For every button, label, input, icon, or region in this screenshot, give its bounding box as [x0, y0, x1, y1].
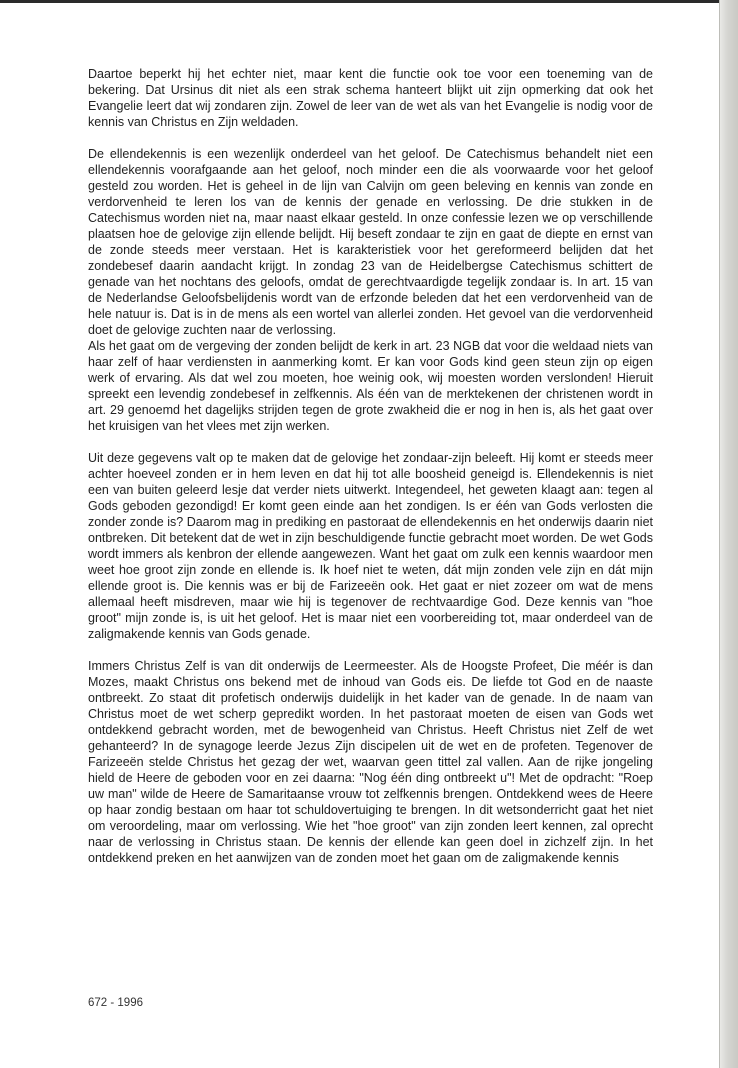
paragraph: Immers Christus Zelf is van dit onderwijs de Leermeester. Als de Hoogste Profeet, Die méér is dan Mozes, maakt Christus ons bekend met de inhoud van Gods eis. De liefde tot God en de naaste ontbreekt. Zo staat dit profetisch onderwijs duidelijk in het kader van de genade. In de naam van Christus moet de wet scherp gepredikt worden. In het pastoraat moeten de eisen van Gods wet ontdekkend gebracht worden, met de bewogenheid van Christus. Heeft Christus niet Zelf de wet gehanteerd? In de synagoge leerde Jezus Zijn discipelen uit de wet en de profeten. Tegenover de Farizeeën stelde Christus het gezag der wet, waarvan geen tittel zal vallen. Aan de rijke jongeling hield de Heere de geboden voor en zei daarna: "Nog één ding ontbreekt u"! Met de opdracht: "Roep uw man" wilde de Heere de Samaritaanse vrouw tot zelfkennis brengen. Ontdekkend wees de Heere op haar zondig bestaan om haar tot schuldovertuiging te brengen. In dit wetsonderricht gaat het niet om veroordeling, maar om verlossing. Wie het "hoe groot" van zijn zonden leert kennen, zal oprecht naar de verlossing in Christus staan. De kennis der ellende kan geen doel in zichzelf zijn. In het ontdekkend preken en het aanwijzen van de zonden moet het gaan om de zaligmakende kennis	[88, 659, 653, 865]
page-edge	[720, 0, 738, 1068]
paragraph: Als het gaat om de vergeving der zonden belijdt de kerk in art. 23 NGB dat voor die weldaad niets van haar zelf of haar verdiensten in aanmerking komt. Er kan voor Gods kind geen steun zijn op eigen werk of ervaring. Als dat wel zou moeten, hoe weinig ook, wij moesten worden verslonden! Hieruit spreekt een levendig zondebesef in zelfkennis. Als één van de merktekenen der christenen wordt in art. 29 genoemd het dagelijks strijden tegen de grote zwakheid die er nog in hen is, als het gaat over het kruisigen van het vlees met zijn werken.	[88, 339, 653, 433]
paragraph: Uit deze gegevens valt op te maken dat de gelovige het zondaar-zijn beleeft. Hij komt er steeds meer achter hoeveel zonden er in hem leven en dat hij tot alle boosheid geneigd is. Ellendekennis is niet een van buiten geleerd lesje dat verder niets uitwerkt. Integendeel, het geweten klaagt aan: tegen al Gods geboden gezondigd! Er komt geen einde aan het zondigen. Is er één van Gods verlosten die zonder zonde is? Daarom mag in prediking en pastoraat de ellendekennis en het onderwijs daarin niet ontbreken. Dit betekent dat de wet in zijn beschuldigende functie gebracht moet worden. De wet Gods wordt immers als kenbron der ellende aangewezen. Want het gaat om zulk een kennis waardoor men weet hoe groot zijn zonde en ellende is. Ik hoef niet te weten, dát mijn zonden vele zijn en dát mijn ellende groot is. Die kennis was er bij de Farizeeën ook. Het gaat er niet zozeer om wat de mens allemaal heeft misdreven, maar wie hij is tegenover de rechtvaardige God. Deze kennis van "hoe groot" mijn zonde is, is uit het geloof. Het is maar niet een voorbereiding tot, maar onderdeel van de zaligmakende kennis van Gods genade.	[88, 451, 653, 641]
paragraph: De ellendekennis is een wezenlijk onderdeel van het geloof. De Catechismus behandelt niet een ellendekennis voorafgaande aan het geloof, noch minder een die als voorwaarde voor het geloof gesteld zou worden. Het is geheel in de lijn van Calvijn om geen beleving en kennis van zonde en verdorvenheid te leren los van de kennis der genade en verlossing. De drie stukken in de Catechismus worden niet na, maar naast elkaar gesteld. In onze confessie lezen we op verschillende plaatsen hoe de gelovige zijn ellende belijdt. Hij beseft zondaar te zijn en gaat de diepte en ernst van de zonde steeds meer verstaan. Het is karakteristiek voor het gereformeerd belijden dat het zondebesef daarin aandacht krijgt. In zondag 23 van de Heidelbergse Catechismus schittert de genade van het nochtans des geloofs, omdat de gerechtvaardigde tegelijk zondaar is. In art. 15 van de Nederlandse Geloofsbelijdenis wordt van de erfzonde beleden dat het een verdorvenheid van de hele natuur is. Dat is in de mens als een wortel van allerlei zonden. Het gevoel van die verdorvenheid doet de gelovige zuchten naar de verlossing.	[88, 147, 653, 337]
page-body	[88, 66, 653, 866]
paragraph: Daartoe beperkt hij het echter niet, maar kent die functie ook toe voor een toeneming van de bekering. Dat Ursinus dit niet als een strak schema hanteert blijkt uit zijn opmerking dat ook het Evangelie leert dat wij zondaren zijn. Zowel de leer van de wet als van het Evangelie is nodig voor de kennis van Christus en Zijn weldaden.	[88, 67, 653, 129]
top-rule	[0, 0, 720, 3]
page-number: 672 - 1996	[88, 997, 143, 1009]
